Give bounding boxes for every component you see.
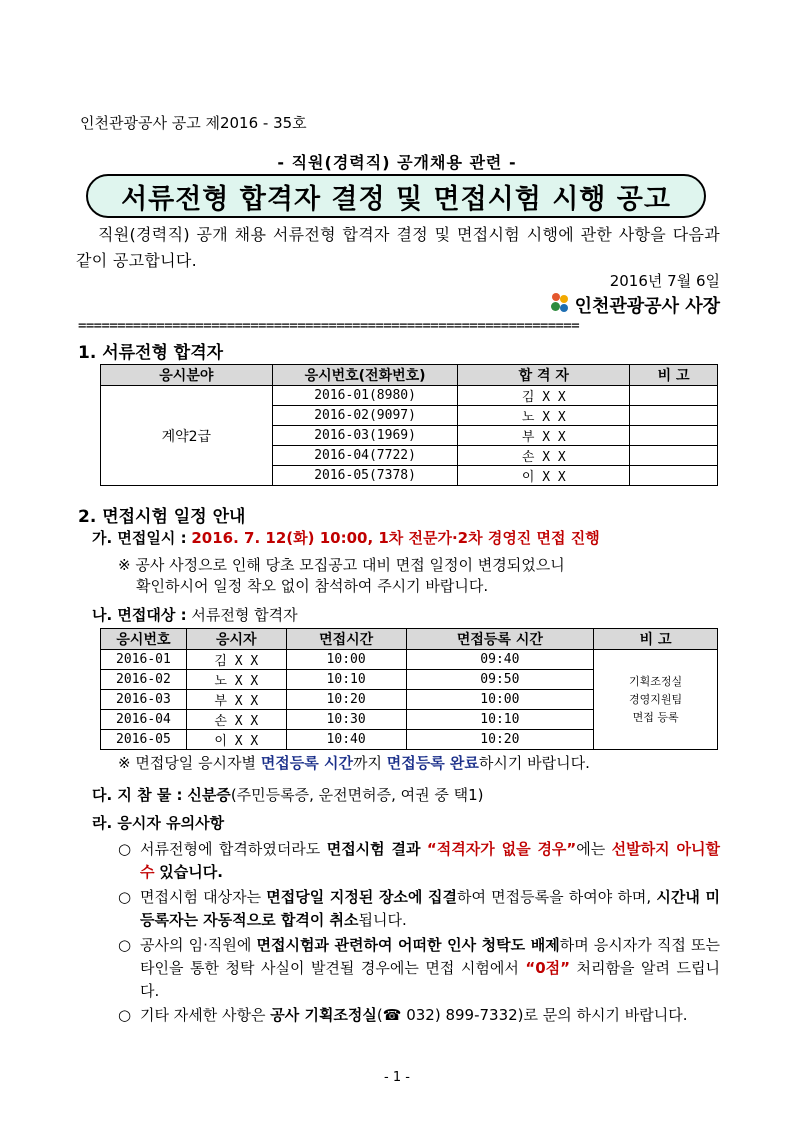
applicant-number: 2016-05 <box>101 730 187 750</box>
field-cell: 계약2급 <box>101 386 273 486</box>
registration-time: 10:00 <box>406 690 594 710</box>
registration-time: 10:10 <box>406 710 594 730</box>
note-emphasis: 면접등록 완료 <box>386 754 479 772</box>
intro-paragraph: 직원(경력직) 공개 채용 서류전형 합격자 결정 및 면접시험 시행에 관한 사항을 다음과 같이 공고합니다. <box>76 225 720 270</box>
column-header: 면접시간 <box>286 629 406 650</box>
column-header: 응시분야 <box>101 365 273 386</box>
ra-label: 라. 응시자 유의사항 <box>92 814 225 832</box>
note-line: ※ 공사 사정으로 인해 당초 모집공고 대비 면접 일정이 변경되었으니 <box>118 556 565 574</box>
text-emphasis: 면접시험 결과 <box>326 840 421 858</box>
note-text: ※ 면접당일 응시자별 <box>118 754 257 772</box>
subtitle: - 직원(경력직) 공개채용 관련 - <box>277 153 517 172</box>
bullet-text <box>140 934 720 1003</box>
registration-time: 09:50 <box>406 670 594 690</box>
na-value: 서류전형 합격자 <box>191 606 298 624</box>
table-header-row <box>101 365 718 386</box>
table-row <box>101 650 718 670</box>
remark-cell <box>630 406 718 426</box>
applicant-number: 2016-01(8980) <box>272 386 458 406</box>
applicant-name: 노 X X <box>458 406 630 426</box>
text-emphasis: “적격자가 없을 경우” <box>426 840 577 858</box>
column-header: 비 고 <box>630 365 718 386</box>
notice-number: 인천관광공사 공고 제2016 - 35호 <box>80 114 307 132</box>
issuer <box>549 292 720 318</box>
notice-bullet-2 <box>118 886 720 932</box>
text-run: 처리함을 알려 드립니다. <box>140 959 720 1000</box>
interview-time: 10:20 <box>286 690 406 710</box>
notice-date: 2016년 7월 6일 <box>609 272 720 290</box>
applicant-name: 손 X X <box>186 710 286 730</box>
da-emphasis: 신분증 <box>187 786 231 804</box>
column-header: 응시번호 <box>101 629 187 650</box>
registration-time: 09:40 <box>406 650 594 670</box>
column-header: 합 격 자 <box>458 365 630 386</box>
page-title: 서류전형 합격자 결정 및 면접시험 시행 공고 <box>121 183 671 215</box>
da-text: (주민등록증, 운전면허증, 여권 중 택1) <box>230 786 484 804</box>
interview-datetime <box>92 527 600 548</box>
interview-target <box>92 604 298 625</box>
applicant-name: 노 X X <box>186 670 286 690</box>
text-emphasis: 시간내 미등록자는 자동적으로 합격이 취소 <box>140 888 720 929</box>
column-header: 응시자 <box>186 629 286 650</box>
bullet-text <box>140 886 720 932</box>
title-banner <box>86 174 706 218</box>
remark-line: 경영지원팀 <box>629 692 683 706</box>
bullet-text <box>140 838 720 884</box>
applicant-number: 2016-01 <box>101 650 187 670</box>
interview-time: 10:10 <box>286 670 406 690</box>
applicant-name: 이 X X <box>458 466 630 486</box>
interview-time: 10:40 <box>286 730 406 750</box>
notice-bullet-1 <box>118 838 720 884</box>
applicant-name: 김 X X <box>458 386 630 406</box>
bullet-circle-icon: ○ <box>118 888 132 906</box>
remark-cell <box>630 386 718 406</box>
applicant-number: 2016-04(7722) <box>272 446 458 466</box>
text-run: 됩니다. <box>358 911 407 929</box>
bullet-circle-icon: ○ <box>118 840 132 858</box>
ga-value: 2016. 7. 12(화) 10:00, 1차 전문가·2차 경영진 면접 진행 <box>191 529 600 547</box>
remark-cell <box>630 426 718 446</box>
notice-bullet-3 <box>118 934 720 1003</box>
text-emphasis: 공사 기획조정실 <box>270 1006 377 1024</box>
remark-line: 면접 등록 <box>632 710 679 724</box>
column-header: 면접등록 시간 <box>406 629 594 650</box>
applicant-name: 김 X X <box>186 650 286 670</box>
text-run: 서류전형에 합격하였더라도 <box>140 840 321 858</box>
text-emphasis: 면접시험과 관련하여 어떠한 인사 청탁도 배제 <box>256 936 560 954</box>
notice-bullet-4 <box>118 1004 720 1027</box>
text-emphasis: “0점” <box>525 959 571 977</box>
remark-cell <box>630 446 718 466</box>
registration-note <box>118 753 590 774</box>
remark-line: 기획조정실 <box>629 674 683 688</box>
text-run: 기타 자세한 사항은 <box>140 1006 266 1024</box>
text-run: 하며 응시자가 직접 또는 타인을 통한 청탁 사실이 발견될 경우에는 면접 시험에서 <box>140 936 720 977</box>
items-to-bring <box>92 784 484 805</box>
applicant-name: 부 X X <box>186 690 286 710</box>
text-run: 에는 <box>576 840 606 858</box>
page-number: - 1 - <box>384 1070 410 1085</box>
organization-logo-icon <box>549 293 571 317</box>
applicant-name: 손 X X <box>458 446 630 466</box>
table-header-row <box>101 629 718 650</box>
applicant-name: 부 X X <box>458 426 630 446</box>
note-text: 까지 <box>352 754 382 772</box>
text-emphasis: 면접당일 지정된 장소에 집결 <box>266 888 458 906</box>
bullet-circle-icon: ○ <box>118 1006 132 1024</box>
column-header: 응시번호(전화번호) <box>272 365 458 386</box>
note-emphasis: 면접등록 시간 <box>260 754 353 772</box>
na-label: 나. 면접대상 : <box>92 606 187 624</box>
registration-time: 10:20 <box>406 730 594 750</box>
interview-time: 10:00 <box>286 650 406 670</box>
note-line: 확인하시어 일정 착오 없이 참석하여 주시기 바랍니다. <box>136 577 489 595</box>
section1-heading: 1. 서류전형 합격자 <box>78 343 224 363</box>
ga-label: 가. 면접일시 : <box>92 529 187 547</box>
document-pass-table <box>100 364 718 486</box>
remark-cell <box>594 650 718 750</box>
applicant-name: 이 X X <box>186 730 286 750</box>
note-text: 하시기 바랍니다. <box>478 754 590 772</box>
text-emphasis: 선발하지 아니할 수 <box>140 840 720 881</box>
text-emphasis: 있습니다. <box>159 863 223 881</box>
applicant-number: 2016-05(7378) <box>272 466 458 486</box>
schedule-change-note <box>118 555 565 597</box>
divider: ================================================================ <box>78 318 580 334</box>
remark-cell <box>630 466 718 486</box>
text-run: 공사의 임·직원에 <box>140 936 252 954</box>
text-run: 하여 면접등록을 하여야 하며, <box>457 888 652 906</box>
issuer-name: 인천관광공사 사장 <box>574 296 720 317</box>
applicant-number: 2016-02(9097) <box>272 406 458 426</box>
text-run: 면접시험 대상자는 <box>140 888 262 906</box>
bullet-text <box>140 1004 720 1027</box>
interview-schedule-table <box>100 628 718 750</box>
applicant-number: 2016-04 <box>101 710 187 730</box>
table-row <box>101 386 718 406</box>
bullet-circle-icon: ○ <box>118 936 132 954</box>
applicant-number: 2016-03(1969) <box>272 426 458 446</box>
da-label: 다. 지 참 물 : <box>92 786 183 804</box>
interview-time: 10:30 <box>286 710 406 730</box>
section2-heading: 2. 면접시험 일정 안내 <box>78 507 246 527</box>
applicant-number: 2016-03 <box>101 690 187 710</box>
text-run: (☎ 032) 899-7332)로 문의 하시기 바랍니다. <box>376 1006 688 1024</box>
applicant-number: 2016-02 <box>101 670 187 690</box>
column-header: 비 고 <box>594 629 718 650</box>
